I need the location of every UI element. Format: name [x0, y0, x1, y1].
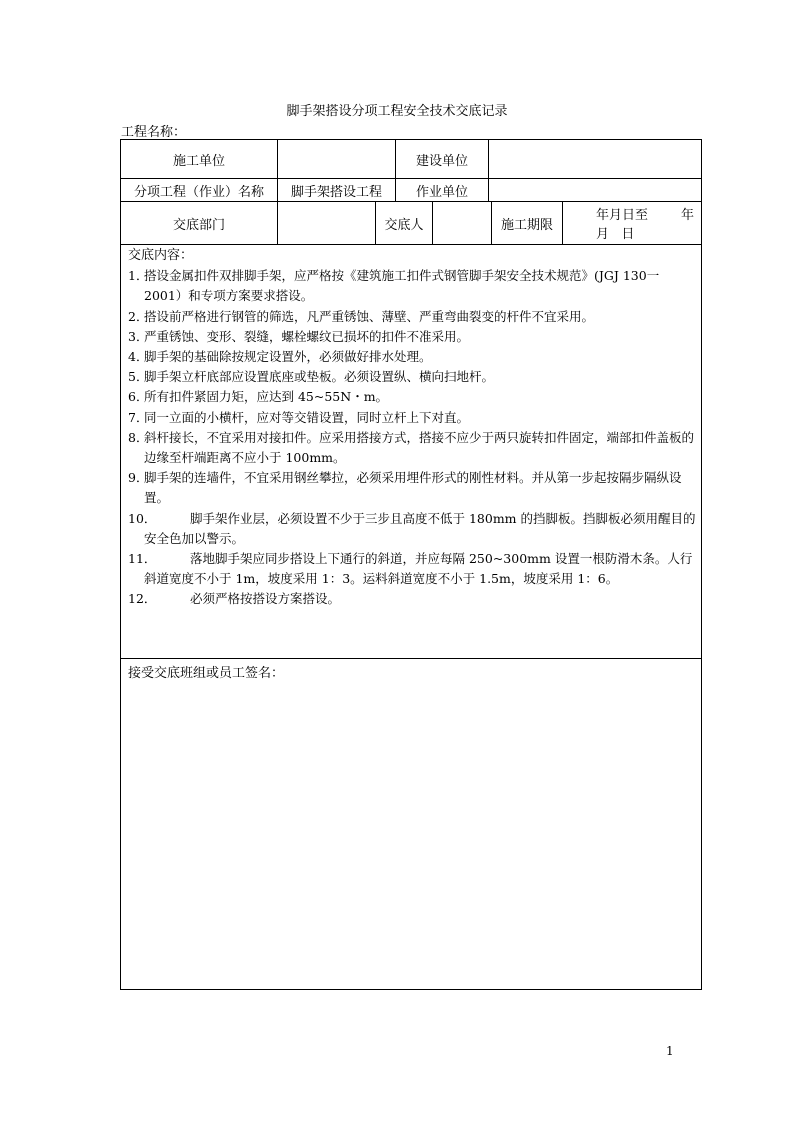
item-text: 严重锈蚀、变形、裂缝，螺栓螺纹已损坏的扣件不准采用。	[144, 328, 470, 344]
item-number: 7．	[128, 409, 149, 425]
item-number: 6．	[128, 389, 149, 405]
builder-label: 建设单位	[415, 153, 468, 169]
project-name-label: 工程名称：	[121, 125, 187, 140]
period-line-2: 月 日	[596, 227, 635, 242]
row-divider-3	[121, 244, 701, 245]
item-number: 3．	[128, 328, 149, 344]
content-item	[128, 367, 696, 387]
item-text: 必须严格按搭设方案搭设。	[190, 591, 341, 607]
content-item	[128, 549, 696, 589]
period-line-1: 年月日至 年	[596, 208, 695, 223]
sub-project-label: 分项工程（作业）名称	[133, 184, 264, 200]
item-text: 所有扣件紧固力矩，应达到 45~55N・m。	[144, 389, 389, 405]
item-number: 1．	[128, 268, 149, 284]
item-text: 斜杆接长，不宜采用对接扣件。应采用搭接方式，搭接不应少于两只旋转扣件固定，端部扣件盖板的边缘至杆端距离不应小于 100mm。	[144, 429, 695, 466]
document-title: 脚手架搭设分项工程安全技术交底记录	[286, 104, 508, 119]
item-text: 脚手架的连墙件，不宜采用钢丝攀拉，必须采用埋件形式的刚性材料。并从第一步起按隔步隔纵设置。	[144, 470, 682, 506]
construction-unit-label: 施工单位	[172, 153, 225, 169]
discloser-label: 交底人	[384, 217, 424, 233]
content-item	[128, 408, 696, 428]
content-item	[128, 428, 696, 468]
content-item	[128, 589, 696, 609]
content-items	[128, 266, 696, 609]
item-text: 同一立面的小横杆，应对等交错设置，同时立杆上下对直。	[144, 409, 470, 425]
item-text: 脚手架立杆底部应设置底座或垫板。必须设置纵、横向扫地杆。	[144, 369, 495, 385]
signature-label: 接受交底班组或员工签名：	[128, 666, 285, 681]
item-number: 8．	[128, 429, 149, 445]
content-heading: 交底内容：	[128, 248, 194, 263]
item-number: 9．	[128, 470, 149, 486]
item-number: 5．	[128, 369, 149, 385]
period-label: 施工期限	[500, 217, 553, 233]
construction-unit-value[interactable]	[278, 140, 395, 178]
item-number: 4．	[128, 349, 149, 365]
dept-label: 交底部门	[172, 217, 225, 233]
content-item	[128, 468, 696, 508]
content-item	[128, 266, 696, 306]
item-number: 12．	[128, 591, 157, 607]
content-item	[128, 307, 696, 327]
row-divider-4	[121, 658, 701, 659]
content-item	[128, 327, 696, 347]
item-number: 10．	[128, 510, 157, 526]
disclosure-form	[120, 139, 702, 990]
work-unit-value[interactable]	[489, 179, 701, 201]
item-text: 落地脚手架应同步搭设上下通行的斜道，并应每隔 250~300mm 设置一根防滑木条。人行斜道宽度不小于 1m，坡度采用 1：3。运料斜道宽度不小于 1.5m，坡度采用 1：6。	[144, 551, 693, 587]
content-item	[128, 509, 696, 549]
item-text: 脚手架的基础除按规定设置外，必须做好排水处理。	[144, 349, 432, 365]
item-number: 2．	[128, 308, 149, 324]
col-divider-h	[562, 201, 563, 244]
period-value[interactable]	[564, 203, 700, 244]
work-unit-label: 作业单位	[415, 184, 468, 200]
discloser-value[interactable]	[433, 202, 491, 244]
item-text: 搭设前严格进行钢管的筛选，凡严重锈蚀、薄壁、严重弯曲裂变的杆件不宜采用。	[144, 308, 595, 324]
builder-value[interactable]	[489, 140, 701, 178]
item-number: 11．	[128, 551, 157, 567]
page-number: 1	[666, 1044, 674, 1058]
item-text: 搭设金属扣件双排脚手架，应严格按《建筑施工扣件式钢管脚手架安全技术规范》(JGJ 130一2001）和专项方案要求搭设。	[144, 268, 660, 304]
content-item	[128, 387, 696, 407]
sub-project-value[interactable]: 脚手架搭设工程	[290, 184, 382, 200]
disclosure-content	[128, 246, 696, 610]
dept-value[interactable]	[278, 202, 375, 244]
content-item	[128, 347, 696, 367]
item-text: 脚手架作业层，必须设置不少于三步且高度不低于 180mm 的挡脚板。挡脚板必须用醒目的安全色加以警示。	[144, 510, 696, 546]
